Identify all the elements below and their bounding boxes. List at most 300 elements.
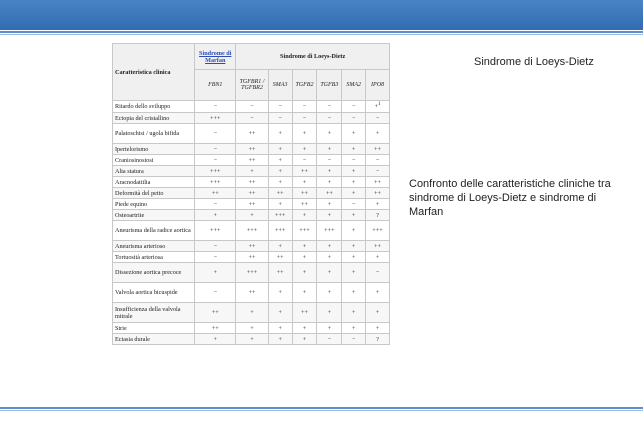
value-cell (195, 124, 236, 144)
value-cell (292, 303, 317, 323)
footnote-mark: 1 (378, 102, 381, 108)
value-text: + (278, 242, 282, 250)
value-cell (317, 155, 342, 166)
value-text: − (213, 156, 217, 164)
value-cell (236, 334, 268, 345)
value-cell (195, 113, 236, 124)
table-row (113, 323, 390, 334)
value-text: + (302, 335, 307, 343)
value-cell (268, 241, 292, 252)
feature-cell: Ectopia del cristallino (113, 113, 195, 124)
value-cell (236, 113, 268, 124)
value-text: ++ (300, 200, 308, 208)
value-cell (292, 252, 317, 263)
table-row (113, 101, 390, 113)
value-cell (195, 144, 236, 155)
value-text: + (278, 309, 282, 316)
value-text: + (278, 289, 282, 296)
feature-cell: Alta statura (113, 166, 195, 177)
gene-header: SMA2 (342, 70, 366, 101)
feature-cell: Strie (113, 323, 195, 334)
value-cell (292, 199, 317, 210)
value-cell (366, 177, 390, 188)
value-cell (366, 155, 390, 166)
value-text: ? (376, 335, 379, 343)
value-text: ++ (248, 145, 256, 153)
value-cell (195, 303, 236, 323)
value-cell (317, 166, 342, 177)
value-cell (317, 263, 342, 283)
value-cell (366, 334, 390, 345)
value-text: − (302, 114, 307, 122)
value-cell (317, 124, 342, 144)
value-cell (342, 155, 366, 166)
gene-header: SMA3 (268, 70, 292, 101)
value-cell (317, 221, 342, 241)
value-text: − (213, 103, 217, 110)
header-divider-thin (0, 34, 643, 35)
value-text: +++ (210, 114, 221, 122)
value-text: − (213, 200, 217, 208)
table-row (113, 334, 390, 345)
value-text: + (302, 130, 307, 137)
value-text: + (327, 242, 332, 250)
value-text: + (250, 167, 254, 175)
value-cell (236, 144, 268, 155)
value-cell (292, 101, 317, 113)
value-cell (317, 303, 342, 323)
table-row (113, 221, 390, 241)
value-text: − (351, 200, 356, 208)
value-cell (236, 101, 268, 113)
value-text: + (351, 189, 356, 197)
footer-divider (0, 407, 643, 409)
value-text: + (250, 309, 254, 316)
value-cell (236, 210, 268, 221)
value-cell (195, 101, 236, 113)
value-cell (342, 177, 366, 188)
value-cell (195, 252, 236, 263)
value-text: ++ (276, 189, 284, 197)
value-cell (236, 188, 268, 199)
value-text: ++ (248, 178, 256, 186)
value-cell (366, 166, 390, 177)
value-cell (366, 241, 390, 252)
value-cell (317, 199, 342, 210)
value-text: ++ (300, 189, 308, 197)
value-text: +++ (274, 227, 286, 234)
feature-cell: Insufficienza della valvola mitrale (113, 303, 195, 323)
value-cell (195, 166, 236, 177)
feature-cell: Aneurisma arterioso (113, 241, 195, 252)
value-text: + (375, 253, 380, 261)
value-cell (342, 263, 366, 283)
value-cell (236, 241, 268, 252)
feature-cell: Deformità del petto (113, 188, 195, 199)
value-text: + (302, 324, 307, 332)
value-text: + (302, 253, 307, 261)
clinical-features-table (112, 43, 390, 345)
value-text: + (250, 335, 254, 343)
feature-cell: Aneurisma della radice aortica (113, 221, 195, 241)
value-text: − (327, 114, 332, 122)
value-text: + (327, 211, 332, 219)
value-cell (292, 334, 317, 345)
value-cell (268, 101, 292, 113)
value-text: − (327, 335, 332, 343)
value-text: +++ (299, 227, 310, 234)
value-text: − (351, 103, 356, 110)
slide-caption: Confronto delle caratteristiche cliniche tra sindrome di Loeys-Dietz e sindrome di Marfan (409, 178, 611, 218)
value-cell (292, 263, 317, 283)
feature-cell: Piede equino (113, 199, 195, 210)
value-cell (342, 241, 366, 252)
title-bar (0, 0, 643, 30)
value-cell (342, 113, 366, 124)
value-cell (292, 124, 317, 144)
table-row (113, 263, 390, 283)
value-cell (342, 252, 366, 263)
value-text: − (213, 145, 217, 153)
value-text: ++ (276, 269, 284, 276)
value-cell (342, 188, 366, 199)
value-text: − (250, 103, 254, 110)
value-cell (317, 188, 342, 199)
feature-cell: Craniosinostosi (113, 155, 195, 166)
feature-cell: Ipertelorismo (113, 144, 195, 155)
value-cell (366, 113, 390, 124)
value-text: + (327, 130, 332, 137)
value-cell (268, 144, 292, 155)
value-text: ++ (300, 167, 308, 175)
value-cell (195, 210, 236, 221)
value-cell (268, 334, 292, 345)
value-text: ++ (248, 289, 256, 296)
value-text: + (375, 130, 380, 137)
table-row (113, 113, 390, 124)
marfan-link[interactable]: Sindrome di Marfan (199, 49, 232, 64)
value-cell (195, 177, 236, 188)
value-cell (317, 210, 342, 221)
value-cell (342, 221, 366, 241)
value-text: + (302, 211, 307, 219)
value-cell (317, 334, 342, 345)
value-text: + (327, 178, 332, 186)
value-cell (268, 199, 292, 210)
value-text: + (374, 103, 379, 111)
gene-header: IPO8 (366, 70, 390, 101)
value-text: + (327, 289, 332, 296)
feature-cell: Osteoartrite (113, 210, 195, 221)
value-cell (342, 323, 366, 334)
value-cell (195, 334, 236, 345)
value-cell (292, 188, 317, 199)
value-text: − (213, 253, 217, 261)
value-text: + (375, 309, 380, 316)
value-text: + (327, 269, 332, 276)
value-cell (342, 199, 366, 210)
value-text: + (327, 200, 332, 208)
value-cell (366, 144, 390, 155)
value-cell (268, 252, 292, 263)
table-body (113, 101, 390, 345)
value-text: + (302, 145, 307, 153)
value-text: + (213, 269, 217, 276)
value-text: + (278, 335, 282, 343)
value-cell (292, 144, 317, 155)
value-cell (195, 199, 236, 210)
value-text: − (302, 103, 307, 110)
value-text: ++ (374, 178, 382, 186)
value-cell (366, 303, 390, 323)
value-cell (195, 283, 236, 303)
value-text: ++ (248, 189, 256, 197)
header-divider (0, 31, 643, 33)
value-cell (195, 323, 236, 334)
value-text: + (375, 200, 380, 208)
value-text: + (327, 253, 332, 261)
value-cell (236, 166, 268, 177)
value-cell (342, 210, 366, 221)
value-cell (268, 263, 292, 283)
value-cell (236, 124, 268, 144)
value-text: + (351, 309, 356, 316)
value-cell (366, 199, 390, 210)
value-text: + (213, 335, 217, 343)
value-text: ++ (248, 130, 256, 137)
value-text: ++ (211, 189, 219, 197)
value-text: + (351, 289, 356, 296)
value-cell (236, 155, 268, 166)
value-cell (317, 283, 342, 303)
footer-divider-thin (0, 410, 643, 411)
feature-cell: Valvola aortica bicuspide (113, 283, 195, 303)
value-text: − (351, 114, 356, 122)
value-cell (195, 241, 236, 252)
value-text: − (278, 103, 282, 110)
value-text: + (327, 145, 332, 153)
value-text: − (213, 242, 217, 250)
value-cell (236, 252, 268, 263)
value-cell (292, 210, 317, 221)
value-text: − (278, 114, 282, 122)
value-cell (366, 188, 390, 199)
value-cell (236, 263, 268, 283)
value-text: + (302, 289, 307, 296)
value-text: ++ (374, 189, 382, 197)
value-cell (292, 241, 317, 252)
value-text: − (375, 269, 380, 276)
value-cell (292, 113, 317, 124)
feature-cell: Ritardo dello sviluppo (113, 101, 195, 113)
value-cell (342, 124, 366, 144)
value-text: +++ (210, 167, 221, 175)
value-text: − (327, 156, 332, 164)
value-cell (292, 221, 317, 241)
marfan-column-header[interactable] (195, 44, 236, 70)
value-cell (268, 303, 292, 323)
value-cell (342, 334, 366, 345)
value-cell (268, 166, 292, 177)
value-text: +++ (210, 178, 221, 186)
value-text: +++ (372, 227, 383, 234)
value-text: − (375, 156, 380, 164)
value-cell (236, 221, 268, 241)
value-text: + (278, 145, 282, 153)
slide-title: Sindrome di Loeys-Dietz (474, 56, 594, 68)
value-cell (236, 199, 268, 210)
value-text: + (327, 309, 332, 316)
value-cell (236, 303, 268, 323)
value-cell (268, 221, 292, 241)
value-text: ++ (248, 200, 256, 208)
value-text: +++ (324, 227, 335, 234)
feature-column-header: Caratteristica clinica (113, 44, 195, 101)
value-text: + (351, 253, 356, 261)
value-text: + (302, 269, 307, 276)
value-cell (195, 221, 236, 241)
table-row (113, 155, 390, 166)
value-cell (366, 124, 390, 144)
value-text: ++ (374, 242, 382, 250)
table-row (113, 210, 390, 221)
gene-header: TGFB3 (317, 70, 342, 101)
value-text: + (351, 227, 356, 234)
value-text: +++ (274, 211, 286, 219)
value-text: + (213, 211, 217, 219)
value-text: + (302, 178, 307, 186)
value-text: + (278, 167, 282, 175)
value-cell (292, 283, 317, 303)
value-text: + (250, 211, 254, 219)
table-row (113, 303, 390, 323)
table-row (113, 124, 390, 144)
value-text: − (327, 103, 332, 110)
value-text: + (278, 200, 282, 208)
table-row (113, 177, 390, 188)
value-text: ++ (374, 145, 382, 153)
value-text: ++ (276, 253, 284, 261)
value-text: + (351, 178, 356, 186)
value-cell (342, 303, 366, 323)
value-cell (292, 177, 317, 188)
feature-cell: Tortuosità arteriosa (113, 252, 195, 263)
gene-header: FBN1 (195, 70, 236, 101)
table-row (113, 188, 390, 199)
value-text: ++ (300, 309, 308, 316)
value-cell (268, 113, 292, 124)
value-text: + (278, 156, 282, 164)
value-text: − (375, 114, 380, 122)
value-text: + (351, 324, 356, 332)
value-cell (236, 323, 268, 334)
value-text: + (351, 167, 356, 175)
value-cell (342, 144, 366, 155)
gene-header: TGFB2 (292, 70, 317, 101)
value-cell (366, 221, 390, 241)
value-cell (292, 323, 317, 334)
value-cell (366, 101, 390, 113)
value-cell (366, 210, 390, 221)
value-text: − (213, 289, 217, 296)
value-text: − (250, 114, 254, 122)
value-cell (268, 323, 292, 334)
value-text: ++ (248, 156, 256, 164)
value-cell (268, 124, 292, 144)
value-cell (268, 283, 292, 303)
gene-header: TGFBR1 / TGFBR2 (236, 70, 268, 101)
value-text: + (250, 324, 254, 332)
value-text: + (375, 289, 380, 296)
table-row (113, 144, 390, 155)
value-text: + (375, 324, 380, 332)
value-cell (292, 166, 317, 177)
value-cell (317, 101, 342, 113)
value-text: + (278, 324, 282, 332)
value-cell (342, 166, 366, 177)
value-cell (342, 283, 366, 303)
table-row (113, 199, 390, 210)
value-cell (195, 155, 236, 166)
value-cell (236, 283, 268, 303)
feature-cell: Ectasia durale (113, 334, 195, 345)
value-cell (268, 210, 292, 221)
value-cell (236, 177, 268, 188)
value-text: +++ (246, 227, 258, 234)
value-text: ++ (248, 242, 256, 250)
value-cell (317, 252, 342, 263)
value-text: + (351, 269, 356, 276)
value-cell (317, 113, 342, 124)
value-cell (366, 263, 390, 283)
value-cell (292, 155, 317, 166)
feature-cell: Aracnodattilia (113, 177, 195, 188)
value-text: + (327, 167, 332, 175)
value-text: − (375, 167, 380, 175)
value-text: ? (376, 211, 379, 219)
value-text: − (302, 156, 307, 164)
value-cell (366, 323, 390, 334)
feature-cell: Palatoschisi / ugola bifida (113, 124, 195, 144)
value-cell (317, 144, 342, 155)
value-text: ++ (211, 324, 219, 332)
value-text: ++ (325, 189, 333, 197)
value-text: + (278, 130, 282, 137)
value-text: +++ (210, 227, 221, 234)
value-text: + (327, 324, 332, 332)
value-text: + (302, 242, 307, 250)
value-cell (195, 188, 236, 199)
table-row (113, 252, 390, 263)
value-cell (366, 283, 390, 303)
value-cell (366, 252, 390, 263)
value-text: +++ (246, 269, 258, 276)
value-text: − (213, 130, 217, 137)
table-row (113, 241, 390, 252)
value-text: ++ (248, 253, 256, 261)
value-text: − (351, 335, 356, 343)
value-text: + (351, 242, 356, 250)
value-cell (268, 188, 292, 199)
value-text: + (351, 130, 356, 137)
value-cell (268, 177, 292, 188)
value-text: + (351, 145, 356, 153)
loeys-dietz-column-header: Sindrome di Loeys-Dietz (236, 44, 390, 70)
value-text: + (278, 178, 282, 186)
table-row (113, 283, 390, 303)
value-text: − (351, 156, 356, 164)
value-cell (195, 263, 236, 283)
